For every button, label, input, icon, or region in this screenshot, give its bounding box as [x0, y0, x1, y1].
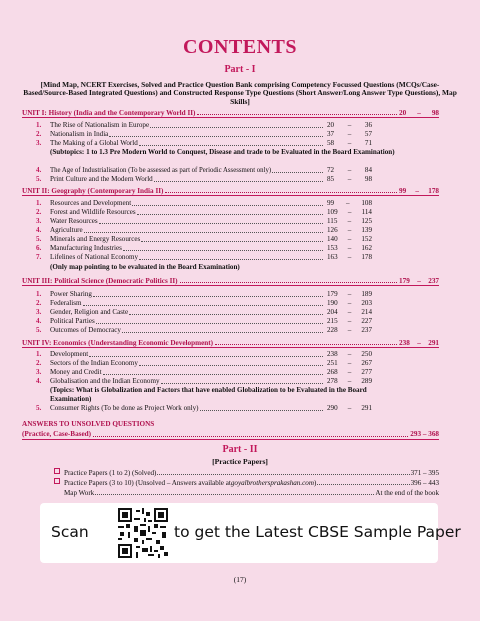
unit-4-note: (Topics: What is Globalization and Factors that have enabled Globalization to be Evaluated in the Board Examination) — [50, 386, 367, 403]
answers-heading[interactable]: ANSWERS TO UNSOLVED QUESTIONS (Practice, Case-Based) 293 – 368 — [22, 420, 439, 440]
page-number: (17) — [233, 575, 247, 584]
toc-entry[interactable]: 2. Sectors of the Indian Economy 251 – 267 — [36, 359, 372, 368]
toc-entry[interactable]: 1. The Rise of Nationalism in Europe 20 – 36 — [36, 121, 372, 130]
practice-papers-title: [Practice Papers] — [212, 457, 268, 466]
practice-paper-entry[interactable]: Practice Papers (1 to 2) (Solved) 371 – 395 — [64, 467, 439, 477]
toc-entry[interactable]: 4. Political Parties 215 – 227 — [36, 317, 372, 326]
banner-text: to get the Latest CBSE Sample Paper — [174, 523, 461, 541]
checkbox-icon — [54, 468, 60, 474]
part-one-label: Part - I — [224, 64, 256, 75]
unit-2-note: (Only map pointing to be evaluated in the Board Examination) — [50, 263, 240, 271]
toc-entry[interactable]: 1. Power Sharing 179 – 189 — [36, 290, 372, 299]
toc-entry[interactable]: 3. Gender, Religion and Caste 204 – 214 — [36, 308, 372, 317]
checkbox-icon — [54, 478, 60, 484]
intro-text: [Mind Map, NCERT Exercises, Solved and Practice Question Bank comprising Competency Focussed Questions (MCQs/Case-Based/Source-Based Integrated Questions) and Constructed Response Type Questions (Short Answer/Long Answer Type Questions), Map Skills] — [23, 80, 457, 106]
qr-code-icon[interactable] — [118, 508, 168, 558]
map-work-entry[interactable]: Map Work At the end of the book — [64, 489, 439, 497]
unit-1-note: (Subtopics: 1 to 1.3 Pre Modern World to Conquest, Disease and trade to be Evaluated in the Board Examination) — [50, 148, 395, 156]
toc-entry[interactable]: 6. Manufacturing Industries 153 – 162 — [36, 244, 372, 253]
unit-1-heading[interactable]: UNIT I: History (India and the Contemporary World II) 20 – 98 — [22, 106, 439, 118]
unit-4-heading[interactable]: UNIT IV: Economics (Understanding Economic Development) 238 – 291 — [22, 336, 439, 348]
toc-entry[interactable]: 3. Water Resources 115 – 125 — [36, 217, 372, 226]
toc-entry[interactable]: 7. Lifelines of National Economy 163 – 178 — [36, 253, 372, 262]
sample-paper-banner[interactable] — [40, 503, 461, 563]
toc-entry[interactable]: 2. Nationalism in India 37 – 57 — [36, 130, 372, 139]
toc-entry[interactable]: 1. Resources and Development 99 – 108 — [36, 199, 372, 208]
toc-entry[interactable]: 5. Outcomes of Democracy 228 – 237 — [36, 326, 372, 335]
website-link[interactable]: goyalbrothersprakashan.com — [230, 478, 314, 487]
toc-entry[interactable]: 4. Agriculture 126 – 139 — [36, 226, 372, 235]
toc-entry[interactable]: 4. Globalisation and the Indian Economy 278 – 289 — [36, 377, 372, 386]
page-title: CONTENTS — [182, 36, 298, 58]
toc-entry[interactable]: 5. Consumer Rights (To be done as Project Work only) 290 – 291 — [36, 404, 372, 413]
toc-entry[interactable]: 3. The Making of a Global World 58 – 71 — [36, 139, 372, 148]
toc-entry[interactable]: 5. Minerals and Energy Resources 140 – 152 — [36, 235, 372, 244]
part-two-label: Part - II — [222, 444, 258, 455]
practice-paper-entry[interactable]: Practice Papers (3 to 10) (Unsolved – Answers available at goyalbrothersprakashan.com ) 396 – 443 — [64, 477, 439, 487]
toc-entry[interactable]: 5. Print Culture and the Modern World 85 – 98 — [36, 175, 372, 184]
scan-label: Scan — [51, 523, 89, 541]
toc-entry[interactable]: 1. Development 238 – 250 — [36, 350, 372, 359]
unit-3-heading[interactable]: UNIT III: Political Science (Democratic Politics II) 179 – 237 — [22, 274, 439, 286]
unit-2-heading[interactable]: UNIT II: Geography (Contemporary India II) 99 – 178 — [22, 184, 439, 196]
toc-entry[interactable]: 2. Federalism 190 – 203 — [36, 299, 372, 308]
toc-entry[interactable]: 4. The Age of Industrialisation (To be assessed as part of Periodic Assessment only) 72 – 84 — [36, 166, 372, 175]
toc-entry[interactable]: 3. Money and Credit 268 – 277 — [36, 368, 372, 377]
toc-entry[interactable]: 2. Forest and Wildlife Resources 109 – 114 — [36, 208, 372, 217]
